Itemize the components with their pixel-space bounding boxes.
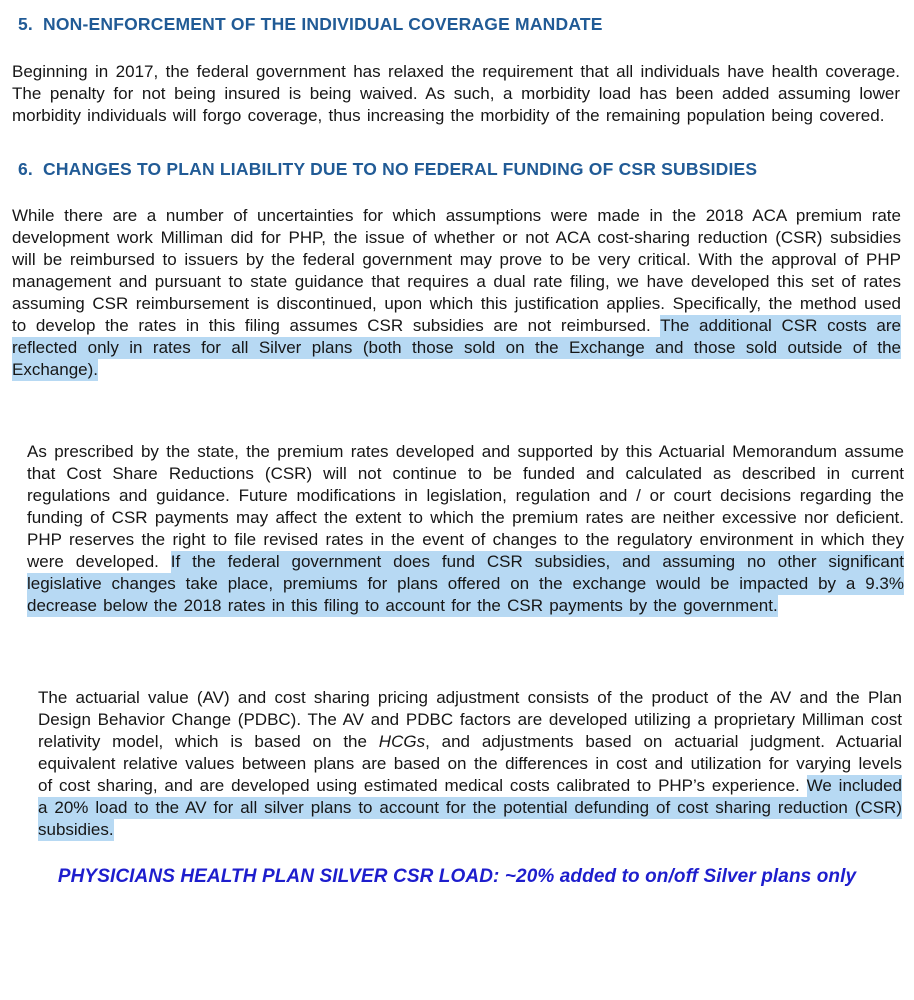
paragraph-mandate-text: Beginning in 2017, the federal government has relaxed the requirement that all individuals have health coverage. The penalty for not being insured is being waived. As such, a morbidity load has been added assuming lower morbidity individuals will forgo coverage, thus increasing the morbidity of the remaining population being covered. (12, 62, 900, 125)
paragraph-actuarial-value-normal-a: The actuarial value (AV) and cost sharing pricing adjustment consists of the product of the AV and the Plan Design Behavior Change (PDBC). The AV and PDBC factors are developed utilizing a proprietary Milliman cost relativity model, which is based on the (38, 688, 902, 751)
silver-csr-load-annotation-text: PHYSICIANS HEALTH PLAN SILVER CSR LOAD: ~20% added to on/off Silver plans only (57, 866, 857, 887)
silver-csr-load-annotation (0, 865, 914, 889)
paragraph-csr-filing (12, 205, 901, 381)
paragraph-state-prescribed-highlight: If the federal government does fund CSR subsidies, and assuming no other significant legislative changes take place, premiums for plans offered on the exchange would be impacted by a 9.3% decrease below the 2018 rates in this filing to account for the CSR payments by the government. (27, 552, 904, 615)
paragraph-mandate (12, 61, 900, 127)
paragraph-state-prescribed (27, 441, 904, 617)
paragraph-csr-filing-highlight: The additional CSR costs are reflected only in rates for all Silver plans (both those sold on the Exchange and those sold outside of the Exchange). (12, 316, 901, 379)
section-heading-csr-subsidies (0, 159, 914, 179)
paragraph-state-prescribed-normal: As prescribed by the state, the premium rates developed and supported by this Actuarial Memorandum assume that Cost Share Reductions (CSR) will not continue to be funded and calculated as described in current regulations and guidance. Future modifications in legislation, regulation and / or court decisions regarding the funding of CSR payments may affect the extent to which the premium rates are neither excessive nor deficient. PHP reserves the right to file revised rates in the event of changes to the regulatory environment in which they were developed. (27, 442, 904, 571)
section-heading-individual-mandate (0, 14, 914, 34)
paragraph-actuarial-value-hcg-italic: HCGs (378, 732, 426, 751)
section-heading-label: CHANGES TO PLAN LIABILITY DUE TO NO FEDERAL FUNDING OF CSR SUBSIDIES (43, 159, 758, 179)
section-heading-label: NON-ENFORCEMENT OF THE INDIVIDUAL COVERAGE MANDATE (43, 14, 603, 34)
paragraph-actuarial-value-highlight: We included a 20% load to the AV for all silver plans to account for the potential defunding of cost sharing reduction (CSR) subsidies. (38, 776, 902, 839)
section-number: 5. (18, 14, 33, 34)
section-number: 6. (18, 159, 33, 179)
paragraph-actuarial-value (38, 687, 902, 841)
paragraph-csr-filing-normal: While there are a number of uncertainties for which assumptions were made in the 2018 ACA premium rate development work Milliman did for PHP, the issue of whether or not ACA cost-sharing reduction (CSR) subsidies will be reimbursed to issuers by the federal government may prove to be very critical. With the approval of PHP management and pursuant to state guidance that requires a dual rate filing, we have developed this set of rates assuming CSR reimbursement is discontinued, upon which this justification applies. Specifically, the method used to develop the rates in this filing assumes CSR subsidies are not reimbursed. (12, 206, 901, 335)
paragraph-actuarial-value-normal-b: , and adjustments based on actuarial judgment. Actuarial equivalent relative values between plans are based on the differences in cost and utilization for varying levels of cost sharing, and are developed using estimated medical costs calibrated to PHP’s experience. (38, 732, 902, 795)
